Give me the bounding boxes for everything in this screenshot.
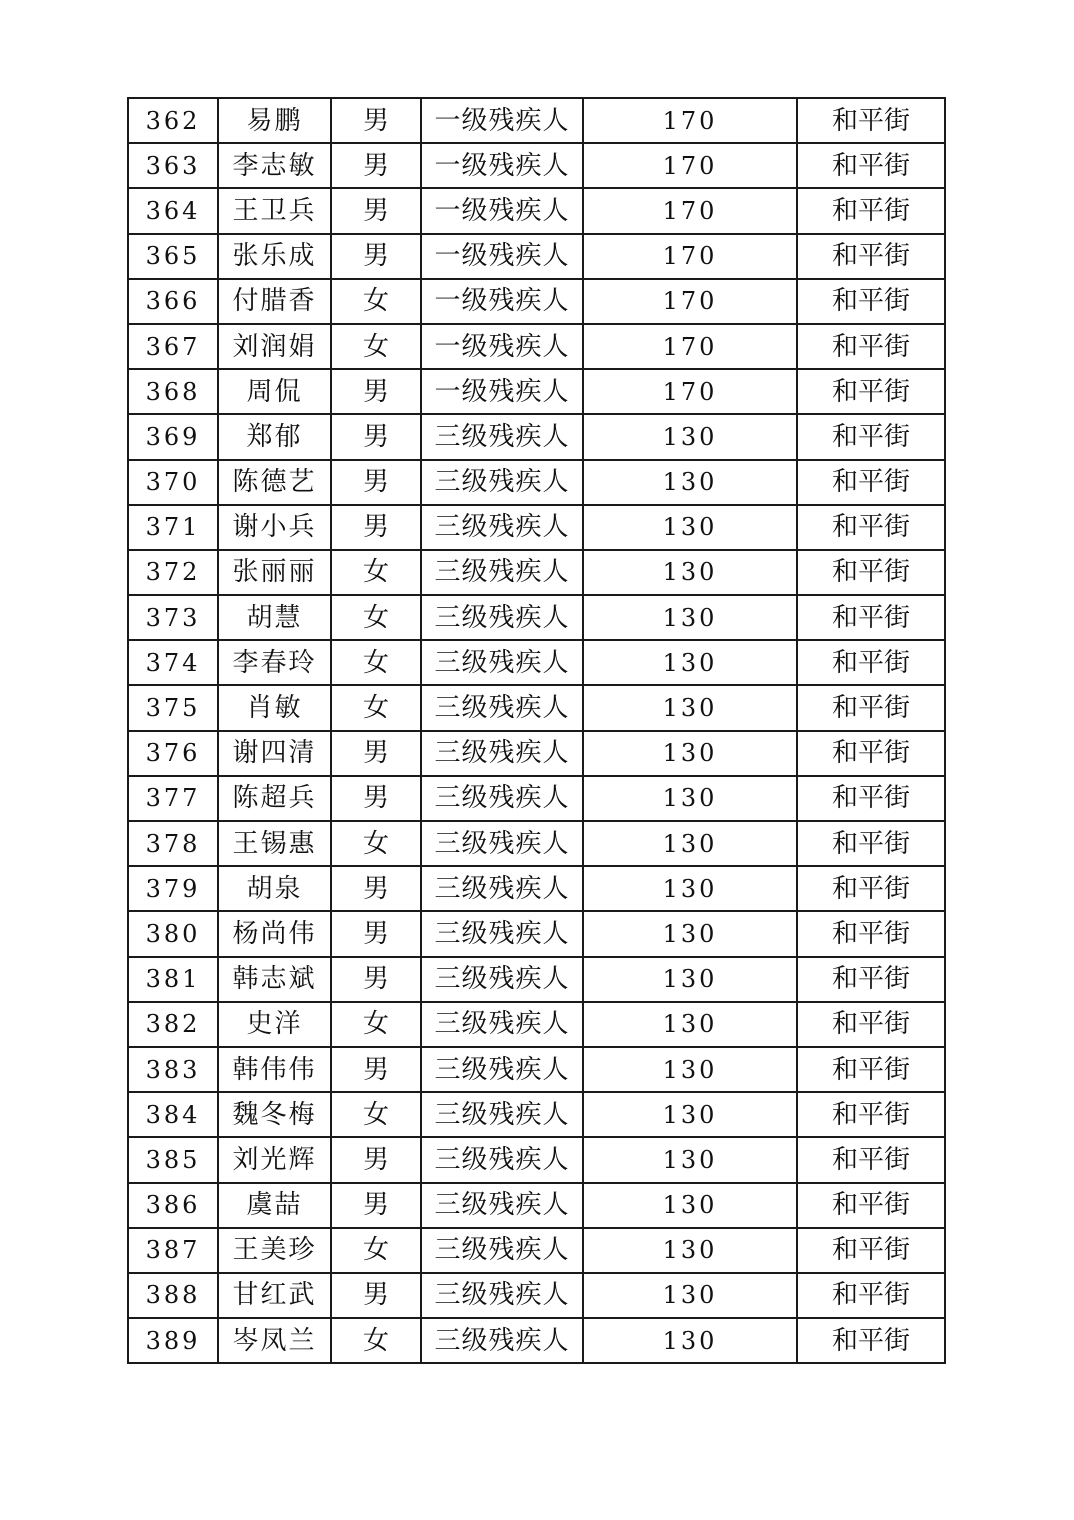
name-cell: 周侃 (218, 369, 331, 414)
amount-cell: 170 (583, 98, 797, 143)
table-row (128, 143, 945, 188)
amount-cell: 130 (583, 505, 797, 550)
district-cell: 和平街 (797, 98, 945, 143)
name-cell: 甘红武 (218, 1273, 331, 1318)
row-number-cell: 363 (128, 143, 218, 188)
table-row (128, 911, 945, 956)
disability-level-cell: 一级残疾人 (421, 234, 583, 279)
amount-cell: 130 (583, 866, 797, 911)
district-cell: 和平街 (797, 685, 945, 730)
amount-cell: 130 (583, 731, 797, 776)
name-cell: 刘润娟 (218, 324, 331, 369)
row-number-cell: 372 (128, 550, 218, 595)
row-number-cell: 378 (128, 821, 218, 866)
table-row (128, 188, 945, 233)
gender-cell: 男 (331, 188, 421, 233)
gender-cell: 女 (331, 1002, 421, 1047)
gender-cell: 男 (331, 776, 421, 821)
row-number-cell: 383 (128, 1047, 218, 1092)
amount-cell: 170 (583, 143, 797, 188)
district-cell: 和平街 (797, 143, 945, 188)
gender-cell: 男 (331, 234, 421, 279)
district-cell: 和平街 (797, 1047, 945, 1092)
row-number-cell: 366 (128, 279, 218, 324)
name-cell: 郑郁 (218, 414, 331, 459)
disability-level-cell: 三级残疾人 (421, 1273, 583, 1318)
table-row (128, 460, 945, 505)
table-row (128, 505, 945, 550)
name-cell: 王锡惠 (218, 821, 331, 866)
name-cell: 肖敏 (218, 685, 331, 730)
amount-cell: 130 (583, 1273, 797, 1318)
disability-level-cell: 三级残疾人 (421, 1002, 583, 1047)
gender-cell: 女 (331, 821, 421, 866)
gender-cell: 女 (331, 324, 421, 369)
disability-level-cell: 一级残疾人 (421, 279, 583, 324)
table-row (128, 1183, 945, 1228)
disability-level-cell: 三级残疾人 (421, 1183, 583, 1228)
table-row (128, 279, 945, 324)
gender-cell: 女 (331, 550, 421, 595)
disability-level-cell: 一级残疾人 (421, 324, 583, 369)
name-cell: 谢小兵 (218, 505, 331, 550)
name-cell: 杨尚伟 (218, 911, 331, 956)
gender-cell: 女 (331, 1318, 421, 1363)
table-row (128, 550, 945, 595)
row-number-cell: 377 (128, 776, 218, 821)
amount-cell: 170 (583, 324, 797, 369)
row-number-cell: 373 (128, 595, 218, 640)
name-cell: 谢四清 (218, 731, 331, 776)
gender-cell: 女 (331, 640, 421, 685)
district-cell: 和平街 (797, 460, 945, 505)
disability-level-cell: 三级残疾人 (421, 1318, 583, 1363)
disability-level-cell: 三级残疾人 (421, 911, 583, 956)
disability-subsidy-table (127, 97, 946, 1364)
amount-cell: 130 (583, 911, 797, 956)
row-number-cell: 387 (128, 1228, 218, 1273)
amount-cell: 130 (583, 1002, 797, 1047)
district-cell: 和平街 (797, 821, 945, 866)
name-cell: 李志敏 (218, 143, 331, 188)
table-row (128, 1318, 945, 1363)
amount-cell: 130 (583, 640, 797, 685)
name-cell: 胡泉 (218, 866, 331, 911)
district-cell: 和平街 (797, 324, 945, 369)
district-cell: 和平街 (797, 1002, 945, 1047)
amount-cell: 130 (583, 685, 797, 730)
district-cell: 和平街 (797, 1273, 945, 1318)
disability-level-cell: 三级残疾人 (421, 821, 583, 866)
table-row (128, 1273, 945, 1318)
disability-level-cell: 一级残疾人 (421, 188, 583, 233)
district-cell: 和平街 (797, 957, 945, 1002)
district-cell: 和平街 (797, 1228, 945, 1273)
row-number-cell: 374 (128, 640, 218, 685)
gender-cell: 男 (331, 1273, 421, 1318)
table-body (128, 98, 945, 1363)
name-cell: 韩伟伟 (218, 1047, 331, 1092)
name-cell: 王美珍 (218, 1228, 331, 1273)
table-row (128, 776, 945, 821)
disability-level-cell: 一级残疾人 (421, 98, 583, 143)
amount-cell: 130 (583, 1137, 797, 1182)
gender-cell: 男 (331, 957, 421, 1002)
table-row (128, 234, 945, 279)
row-number-cell: 365 (128, 234, 218, 279)
district-cell: 和平街 (797, 188, 945, 233)
name-cell: 王卫兵 (218, 188, 331, 233)
district-cell: 和平街 (797, 1137, 945, 1182)
disability-level-cell: 三级残疾人 (421, 505, 583, 550)
amount-cell: 170 (583, 369, 797, 414)
amount-cell: 170 (583, 234, 797, 279)
name-cell: 张乐成 (218, 234, 331, 279)
amount-cell: 130 (583, 414, 797, 459)
gender-cell: 男 (331, 1183, 421, 1228)
row-number-cell: 386 (128, 1183, 218, 1228)
row-number-cell: 367 (128, 324, 218, 369)
district-cell: 和平街 (797, 1318, 945, 1363)
name-cell: 胡慧 (218, 595, 331, 640)
disability-level-cell: 三级残疾人 (421, 460, 583, 505)
amount-cell: 130 (583, 1183, 797, 1228)
district-cell: 和平街 (797, 414, 945, 459)
row-number-cell: 384 (128, 1092, 218, 1137)
amount-cell: 170 (583, 279, 797, 324)
row-number-cell: 376 (128, 731, 218, 776)
amount-cell: 130 (583, 821, 797, 866)
district-cell: 和平街 (797, 731, 945, 776)
amount-cell: 130 (583, 595, 797, 640)
name-cell: 易鹏 (218, 98, 331, 143)
table-row (128, 1002, 945, 1047)
name-cell: 韩志斌 (218, 957, 331, 1002)
gender-cell: 男 (331, 143, 421, 188)
table-row (128, 640, 945, 685)
gender-cell: 女 (331, 685, 421, 730)
table-row (128, 98, 945, 143)
name-cell: 虞喆 (218, 1183, 331, 1228)
table-row (128, 414, 945, 459)
name-cell: 张丽丽 (218, 550, 331, 595)
row-number-cell: 364 (128, 188, 218, 233)
name-cell: 陈超兵 (218, 776, 331, 821)
district-cell: 和平街 (797, 369, 945, 414)
disability-level-cell: 三级残疾人 (421, 731, 583, 776)
name-cell: 陈德艺 (218, 460, 331, 505)
gender-cell: 女 (331, 1092, 421, 1137)
table-row (128, 957, 945, 1002)
gender-cell: 男 (331, 866, 421, 911)
gender-cell: 男 (331, 1137, 421, 1182)
district-cell: 和平街 (797, 550, 945, 595)
name-cell: 岑凤兰 (218, 1318, 331, 1363)
amount-cell: 130 (583, 460, 797, 505)
amount-cell: 130 (583, 550, 797, 595)
amount-cell: 130 (583, 1047, 797, 1092)
disability-level-cell: 三级残疾人 (421, 1228, 583, 1273)
district-cell: 和平街 (797, 1092, 945, 1137)
gender-cell: 男 (331, 731, 421, 776)
table-row (128, 1092, 945, 1137)
disability-level-cell: 三级残疾人 (421, 414, 583, 459)
row-number-cell: 380 (128, 911, 218, 956)
amount-cell: 170 (583, 188, 797, 233)
district-cell: 和平街 (797, 279, 945, 324)
row-number-cell: 368 (128, 369, 218, 414)
table-row (128, 1137, 945, 1182)
amount-cell: 130 (583, 1092, 797, 1137)
row-number-cell: 362 (128, 98, 218, 143)
gender-cell: 男 (331, 911, 421, 956)
row-number-cell: 389 (128, 1318, 218, 1363)
district-cell: 和平街 (797, 776, 945, 821)
disability-level-cell: 三级残疾人 (421, 640, 583, 685)
row-number-cell: 385 (128, 1137, 218, 1182)
row-number-cell: 381 (128, 957, 218, 1002)
table-row (128, 324, 945, 369)
gender-cell: 女 (331, 595, 421, 640)
disability-level-cell: 三级残疾人 (421, 595, 583, 640)
row-number-cell: 371 (128, 505, 218, 550)
amount-cell: 130 (583, 1318, 797, 1363)
gender-cell: 男 (331, 460, 421, 505)
disability-level-cell: 三级残疾人 (421, 685, 583, 730)
district-cell: 和平街 (797, 866, 945, 911)
district-cell: 和平街 (797, 505, 945, 550)
row-number-cell: 370 (128, 460, 218, 505)
district-cell: 和平街 (797, 1183, 945, 1228)
name-cell: 史洋 (218, 1002, 331, 1047)
table-row (128, 595, 945, 640)
table-row (128, 1228, 945, 1273)
row-number-cell: 388 (128, 1273, 218, 1318)
amount-cell: 130 (583, 776, 797, 821)
disability-level-cell: 三级残疾人 (421, 1137, 583, 1182)
name-cell: 魏冬梅 (218, 1092, 331, 1137)
district-cell: 和平街 (797, 595, 945, 640)
amount-cell: 130 (583, 1228, 797, 1273)
disability-level-cell: 三级残疾人 (421, 1047, 583, 1092)
gender-cell: 男 (331, 505, 421, 550)
table-row (128, 685, 945, 730)
row-number-cell: 379 (128, 866, 218, 911)
name-cell: 付腊香 (218, 279, 331, 324)
gender-cell: 男 (331, 1047, 421, 1092)
table-row (128, 866, 945, 911)
disability-level-cell: 三级残疾人 (421, 550, 583, 595)
name-cell: 刘光辉 (218, 1137, 331, 1182)
table-row (128, 1047, 945, 1092)
table-row (128, 821, 945, 866)
amount-cell: 130 (583, 957, 797, 1002)
disability-level-cell: 三级残疾人 (421, 957, 583, 1002)
row-number-cell: 375 (128, 685, 218, 730)
row-number-cell: 382 (128, 1002, 218, 1047)
gender-cell: 男 (331, 369, 421, 414)
disability-level-cell: 三级残疾人 (421, 866, 583, 911)
gender-cell: 女 (331, 1228, 421, 1273)
district-cell: 和平街 (797, 640, 945, 685)
district-cell: 和平街 (797, 234, 945, 279)
name-cell: 李春玲 (218, 640, 331, 685)
district-cell: 和平街 (797, 911, 945, 956)
disability-level-cell: 三级残疾人 (421, 1092, 583, 1137)
table-row (128, 731, 945, 776)
disability-level-cell: 三级残疾人 (421, 776, 583, 821)
disability-level-cell: 一级残疾人 (421, 369, 583, 414)
gender-cell: 男 (331, 414, 421, 459)
table-row (128, 369, 945, 414)
gender-cell: 女 (331, 279, 421, 324)
row-number-cell: 369 (128, 414, 218, 459)
gender-cell: 男 (331, 98, 421, 143)
disability-level-cell: 一级残疾人 (421, 143, 583, 188)
